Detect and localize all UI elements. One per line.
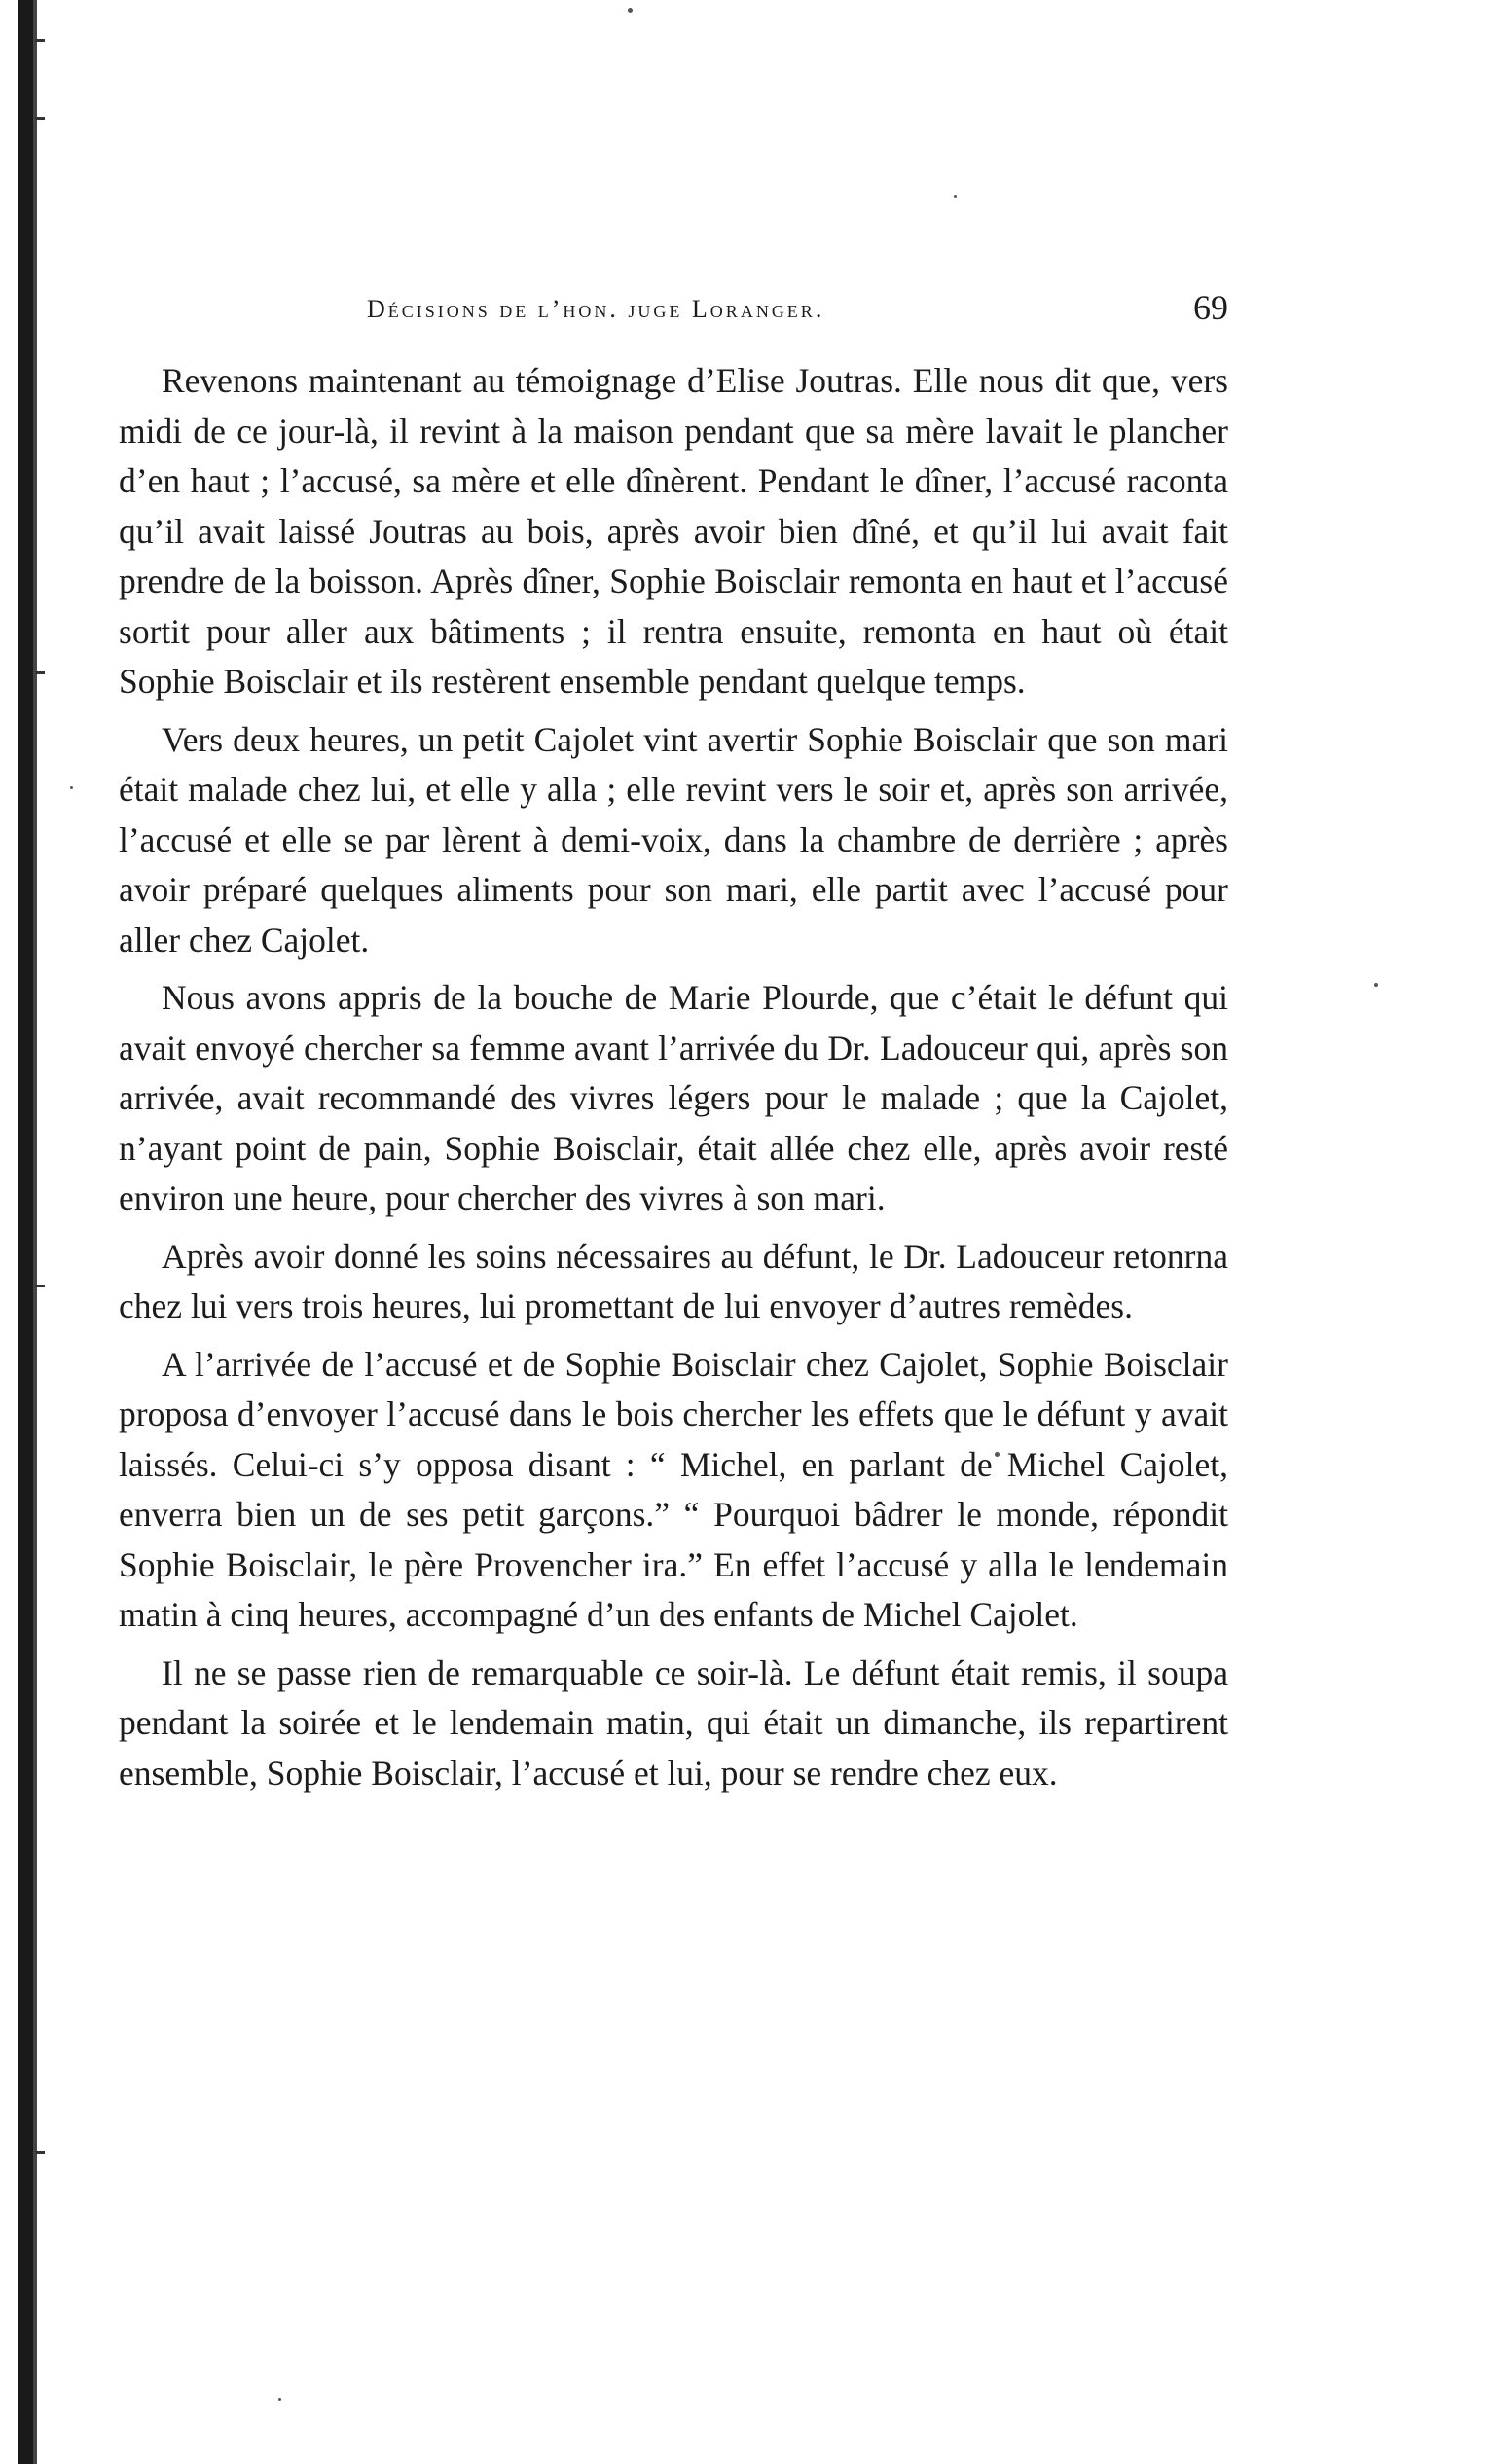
running-title: Décisions de l’hon. juge Loranger. [367,295,825,323]
page-speck [954,195,957,198]
page-speck [1374,983,1378,987]
page-speck [70,786,73,789]
page-speck [628,8,633,13]
book-spine-shadow [0,0,56,2464]
paragraph: Vers deux heures, un petit Cajolet vint avertir Sophie Boisclair que son mari était malade chez lui, et elle y alla ; elle revint vers le soir et, après son arrivée, l’accusé et elle se par lèrent à demi-voix, dans la chambre de derrière ; après avoir préparé quelques aliments pour son mari, elle partit avec l’accusé pour aller chez Cajolet. [119,719,1228,960]
paragraph: Revenons maintenant au témoignage d’Elise Joutras. Elle nous dit que, vers midi de ce jour-là, il revint à la maison pendant que sa mère lavait le plancher d’en haut ; l’accusé, sa mère et elle dînèrent. Pendant le dîner, l’accusé raconta qu’il avait laissé Joutras au bois, après avoir bien dîné, et qu’il lui avait fait prendre de la boisson. Après dîner, Sophie Boisclair remonta en haut et l’accusé sortit pour aller aux bâtiments ; il rentra ensuite, remonta en haut où était Sophie Boisclair et ils restèrent ensemble pendant quelque temps. [119,361,1228,701]
page-speck [278,2398,281,2401]
body-text [119,356,1228,1806]
page-header [119,287,1228,345]
paragraph: A l’arrivée de l’accusé et de Sophie Boisclair chez Cajolet, Sophie Boisclair proposa d’envoyer l’accusé dans le bois chercher les effets que le défunt y avait laissés. Celui-ci s’y opposa disant : “ Michel, en parlant de Michel Cajolet, enverra bien un de ses petit garçons.” “ Pourquoi bâdrer le monde, répondit Sophie Boisclair, le père Provencher ira.” En effet l’accusé y alla le lendemain matin à cinq heures, accompagné d’un des enfants de Michel Cajolet. [119,1344,1228,1634]
page-number: 69 [1193,288,1228,327]
paragraph: Nous avons appris de la bouche de Marie Plourde, que c’était le défunt qui avait envoyé chercher sa femme avant l’arrivée du Dr. Ladouceur qui, après son arrivée, avait recommandé des vivres légers pour le malade ; que la Cajolet, n’ayant point de pain, Sophie Boisclair, était allée chez elle, après avoir resté environ une heure, pour chercher des vivres à son mari. [119,978,1228,1217]
paragraph: Il ne se passe rien de remarquable ce soir-là. Le défunt était remis, il soupa pendant la soirée et le lendemain matin, qui était un dimanche, ils repartirent ensemble, Sophie Boisclair, l’accusé et lui, pour se rendre chez eux. [119,1652,1228,1793]
paragraph: Après avoir donné les soins nécessaires au défunt, le Dr. Ladouceur retonrna chez lui vers trois heures, lui promettant de lui envoyer d’autres remèdes. [119,1236,1228,1325]
